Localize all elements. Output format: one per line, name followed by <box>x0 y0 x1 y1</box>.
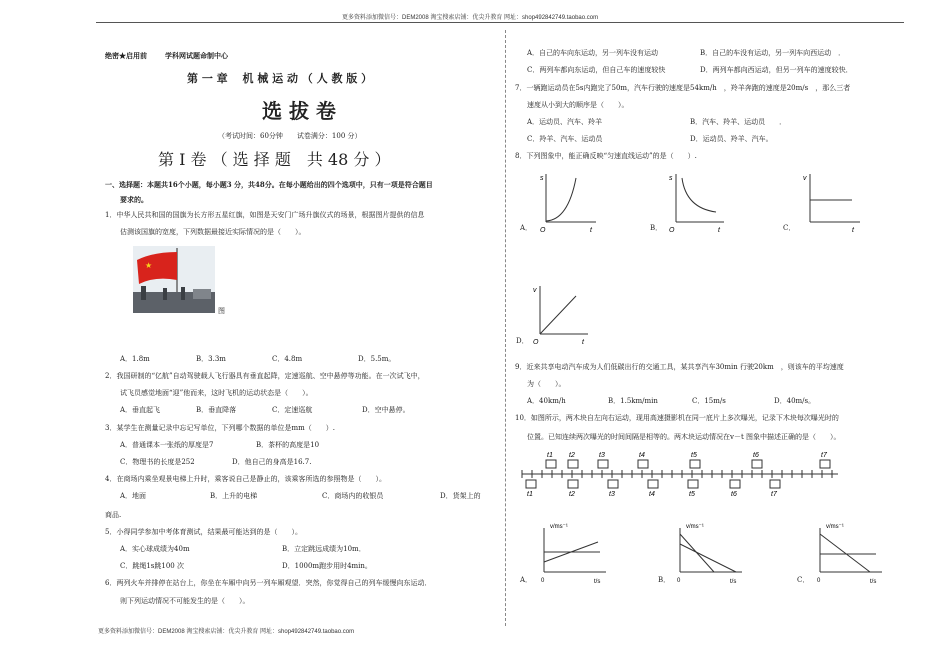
q10-label-b: B． <box>658 576 671 584</box>
part-title: 第 Ⅰ 卷 （ 选 择 题 共 48 分 ） <box>158 150 391 169</box>
q6-option-a: A．自己的车向东运动，另一列车没有运动 <box>527 49 659 57</box>
q3-option-d: D．他自己的身高是16.7. <box>232 458 312 466</box>
q9-option-a: A．40km/h <box>527 397 566 405</box>
q1-option-c: C．4.8m <box>272 355 303 363</box>
q8-label-b: B． <box>650 224 663 232</box>
q8-label-c: C． <box>783 224 796 232</box>
q10-bot-tick-2: t2 <box>569 491 575 498</box>
q2-option-d: D．空中悬停。 <box>362 406 410 414</box>
q10-bot-tick-5: t5 <box>689 491 695 498</box>
q6-stem-2: 则下列运动情况不可能发生的是（ ）。 <box>120 597 250 605</box>
q9-option-b: B．1.5km/min <box>608 397 658 405</box>
q10b-xlabel: t/s <box>730 579 737 585</box>
q8c-axis-t: t <box>852 227 854 234</box>
q10c-ylabel: v/ms⁻¹ <box>826 524 844 530</box>
header-text: 更多资料添加微信号：DEM2008 淘宝搜索店铺：优尖升教育 网址：shop492842749.taobao.com <box>342 15 599 21</box>
q2-option-a: A．垂直起飞 <box>120 406 161 414</box>
q6-option-b: B．自己的车没有运动，另一列车向西运动 ． <box>700 49 846 57</box>
q10c-xlabel: t/s <box>870 579 877 585</box>
chapter-title: 第 一 章 机 械 运 动 （ 人 教 版 ） <box>187 72 373 85</box>
q4-option-b: B．上升的电梯 <box>210 492 258 500</box>
photo-caption: 图 <box>218 307 225 315</box>
q1-option-a: A．1.8m <box>120 355 150 363</box>
q10-top-tick-5: t5 <box>691 452 697 459</box>
q8d-axis-o: O <box>533 339 539 346</box>
q4-option-a: A．地面 <box>120 492 147 500</box>
q10-top-tick-1: t1 <box>547 452 553 459</box>
q2-option-c: C．定速巡航 <box>272 406 313 414</box>
q10-bot-tick-1: t1 <box>527 491 533 498</box>
q8-label-d: D． <box>516 337 529 345</box>
q9-stem: 9．近来共享电动汽车成为人们低碳出行的交通工具，某共享汽车30min 行驶20km ，则该车的平均速度 <box>515 363 844 371</box>
q10-stem-2: 位置。已知连续两次曝光的时间间隔是相等的。两木块运动情况在v－t 图象中描述正确的是（ ）。 <box>527 433 841 441</box>
q6-option-d: D．两列车都向西运动，但另一列车的速度较快． <box>700 66 853 74</box>
q10-exposure-diagram <box>518 448 848 498</box>
q9-option-c: C．15m/s <box>692 397 726 405</box>
q1-option-b: B．3.3m <box>196 355 226 363</box>
q10-top-tick-3: t3 <box>599 452 605 459</box>
q5-option-d: D．1000m跑步用时4min。 <box>282 562 372 570</box>
q8c-axis-v: v <box>803 175 807 182</box>
q9-stem-2: 为（ ）。 <box>527 380 566 388</box>
q4-stem: 4．在商场内乘坐观景电梯上升时，乘客说自己是静止的，该乘客所选的参照物是（ ）。 <box>105 475 386 483</box>
q3-option-a: A．普通课本一张纸的厚度是7 <box>120 441 214 449</box>
q8-graph-d <box>530 280 592 346</box>
q4-option-d-tail: 商品. <box>105 511 122 519</box>
q2-option-b: B．垂直降落 <box>196 406 237 414</box>
q8d-axis-t: t <box>582 339 584 346</box>
q10-graph-c <box>812 520 886 586</box>
q7-option-b: B．汽车、羚羊、运动员 ． <box>690 118 787 126</box>
q10-bot-tick-7: t7 <box>771 491 777 498</box>
q7-stem-2: 速度从小到大的顺序是（ ）。 <box>527 101 629 109</box>
section-instruction: 一、选择题：本题共16个小题，每小题3 分，共48分。在每小题给出的四个选项中，只有一项是符合题目 <box>105 180 433 189</box>
q8a-axis-t: t <box>590 227 592 234</box>
q2-stem: 2．我国研制的“亿航”自动驾驶载人飞行器具有垂直起降，定速巡航、空中悬停等功能。在一次试飞中， <box>105 372 425 380</box>
q8-label-a: A． <box>520 224 533 232</box>
q3-option-b: B．茶杯的高度是10 <box>256 441 320 449</box>
q4-option-d: D．货架上的 <box>440 492 481 500</box>
exam-title: 选 拔 卷 <box>262 99 336 123</box>
header-rule <box>96 22 904 23</box>
q10b-origin: 0 <box>677 578 681 584</box>
secret-label: 绝密★启用前 <box>105 51 147 60</box>
q10b-ylabel: v/ms⁻¹ <box>686 524 704 530</box>
q8a-axis-s: s <box>540 175 544 182</box>
q10-graph-a <box>536 520 610 586</box>
q5-option-a: A．实心球成绩为40m <box>120 545 190 553</box>
q2-stem-2: 试飞员感觉地面“迎”他而来，这时飞机的运动状态是（ ）。 <box>120 389 313 397</box>
section-instruction-2: 要求的。 <box>120 195 148 204</box>
column-divider <box>505 30 506 626</box>
q10-bot-tick-6: t6 <box>731 491 737 498</box>
q10-top-tick-2: t2 <box>569 452 575 459</box>
q10-label-c: C． <box>797 576 810 584</box>
q8-graph-b <box>666 168 728 234</box>
q10-top-tick-7: t7 <box>821 452 827 459</box>
q3-option-c: C．物理书的长度是252 <box>120 458 195 466</box>
q10a-ylabel: v/ms⁻¹ <box>550 524 568 530</box>
q7-option-a: A．运动员、汽车、羚羊 <box>527 118 603 126</box>
q8b-axis-t: t <box>718 227 720 234</box>
q8-graph-c <box>800 168 864 234</box>
flag-ceremony-photo <box>133 246 215 313</box>
q1-stem: 1．中华人民共和国的国旗为长方形五星红旗，如图是天安门广场升旗仪式的场景，根据图片提供的信息 <box>105 211 425 219</box>
center-label: 学科网试题命制中心 <box>165 51 228 60</box>
q5-option-b: B．立定跳远成绩为10m． <box>282 545 366 553</box>
q9-option-d: D．40m/s。 <box>774 397 816 405</box>
q6-option-c: C．两列车都向东运动，但自己车的速度较快 <box>527 66 666 74</box>
q7-stem: 7．一辆跑运动员在5s内跑完了50m，汽车行驶的速度是54km/h ，羚羊奔跑的速度是20m/s ，那么三者 <box>515 84 851 92</box>
q8b-axis-o: O <box>669 227 675 234</box>
q10-bot-tick-3: t3 <box>609 491 615 498</box>
q10-top-tick-6: t6 <box>753 452 759 459</box>
q10-bot-tick-4: t4 <box>649 491 655 498</box>
q8a-axis-o: O <box>540 227 546 234</box>
q10c-origin: 0 <box>817 578 821 584</box>
q10-stem: 10．如图所示，两木块自左向右运动，现用高速摄影机在同一底片上多次曝光，记录下木块每次曝光时的 <box>515 414 839 422</box>
q3-stem: 3．某学生在测量记录中忘记写单位，下列哪个数据的单位是mm（ ）. <box>105 424 335 432</box>
q5-option-c: C．跳绳1s跳100 次 <box>120 562 184 570</box>
q5-stem: 5．小得同学参加中考体育测试，结果最可能达到的是（ ）。 <box>105 528 302 536</box>
svg-text:★: ★ <box>145 261 153 270</box>
q7-option-d: D．运动员、羚羊、汽车。 <box>690 135 773 143</box>
q10-graph-b <box>672 520 746 586</box>
footer-text: 更多资料添加微信号：DEM2008 淘宝搜索店铺：优尖升教育 网址：shop492842749.taobao.com <box>98 629 355 635</box>
q10a-xlabel: t/s <box>594 579 601 585</box>
q6-stem: 6．两列火车并排停在站台上，你坐在车厢中向另一列车厢观望．突然，你觉得自己的列车缓慢向东运动． <box>105 579 432 587</box>
q7-option-c: C．羚羊、汽车、运动员 <box>527 135 603 143</box>
exam-info: （考试时间：60分钟 试卷满分：100 分） <box>218 132 362 140</box>
q10a-origin: 0 <box>541 578 545 584</box>
q4-option-c: C．商场内的收银员 <box>322 492 384 500</box>
q1-option-d: D．5.5m。 <box>358 355 396 363</box>
q8d-axis-v: v <box>533 287 537 294</box>
q8-stem: 8．下列图象中，能正确反映“匀速直线运动”的是（ ）. <box>515 152 697 160</box>
q10-top-tick-4: t4 <box>639 452 645 459</box>
q8b-axis-s: s <box>669 175 673 182</box>
q8-graph-a <box>538 168 600 234</box>
q1-stem-2: 估测该国旗的宽度，下列数据最接近实际情况的是（ ）。 <box>120 228 306 236</box>
q10-label-a: A． <box>520 576 533 584</box>
